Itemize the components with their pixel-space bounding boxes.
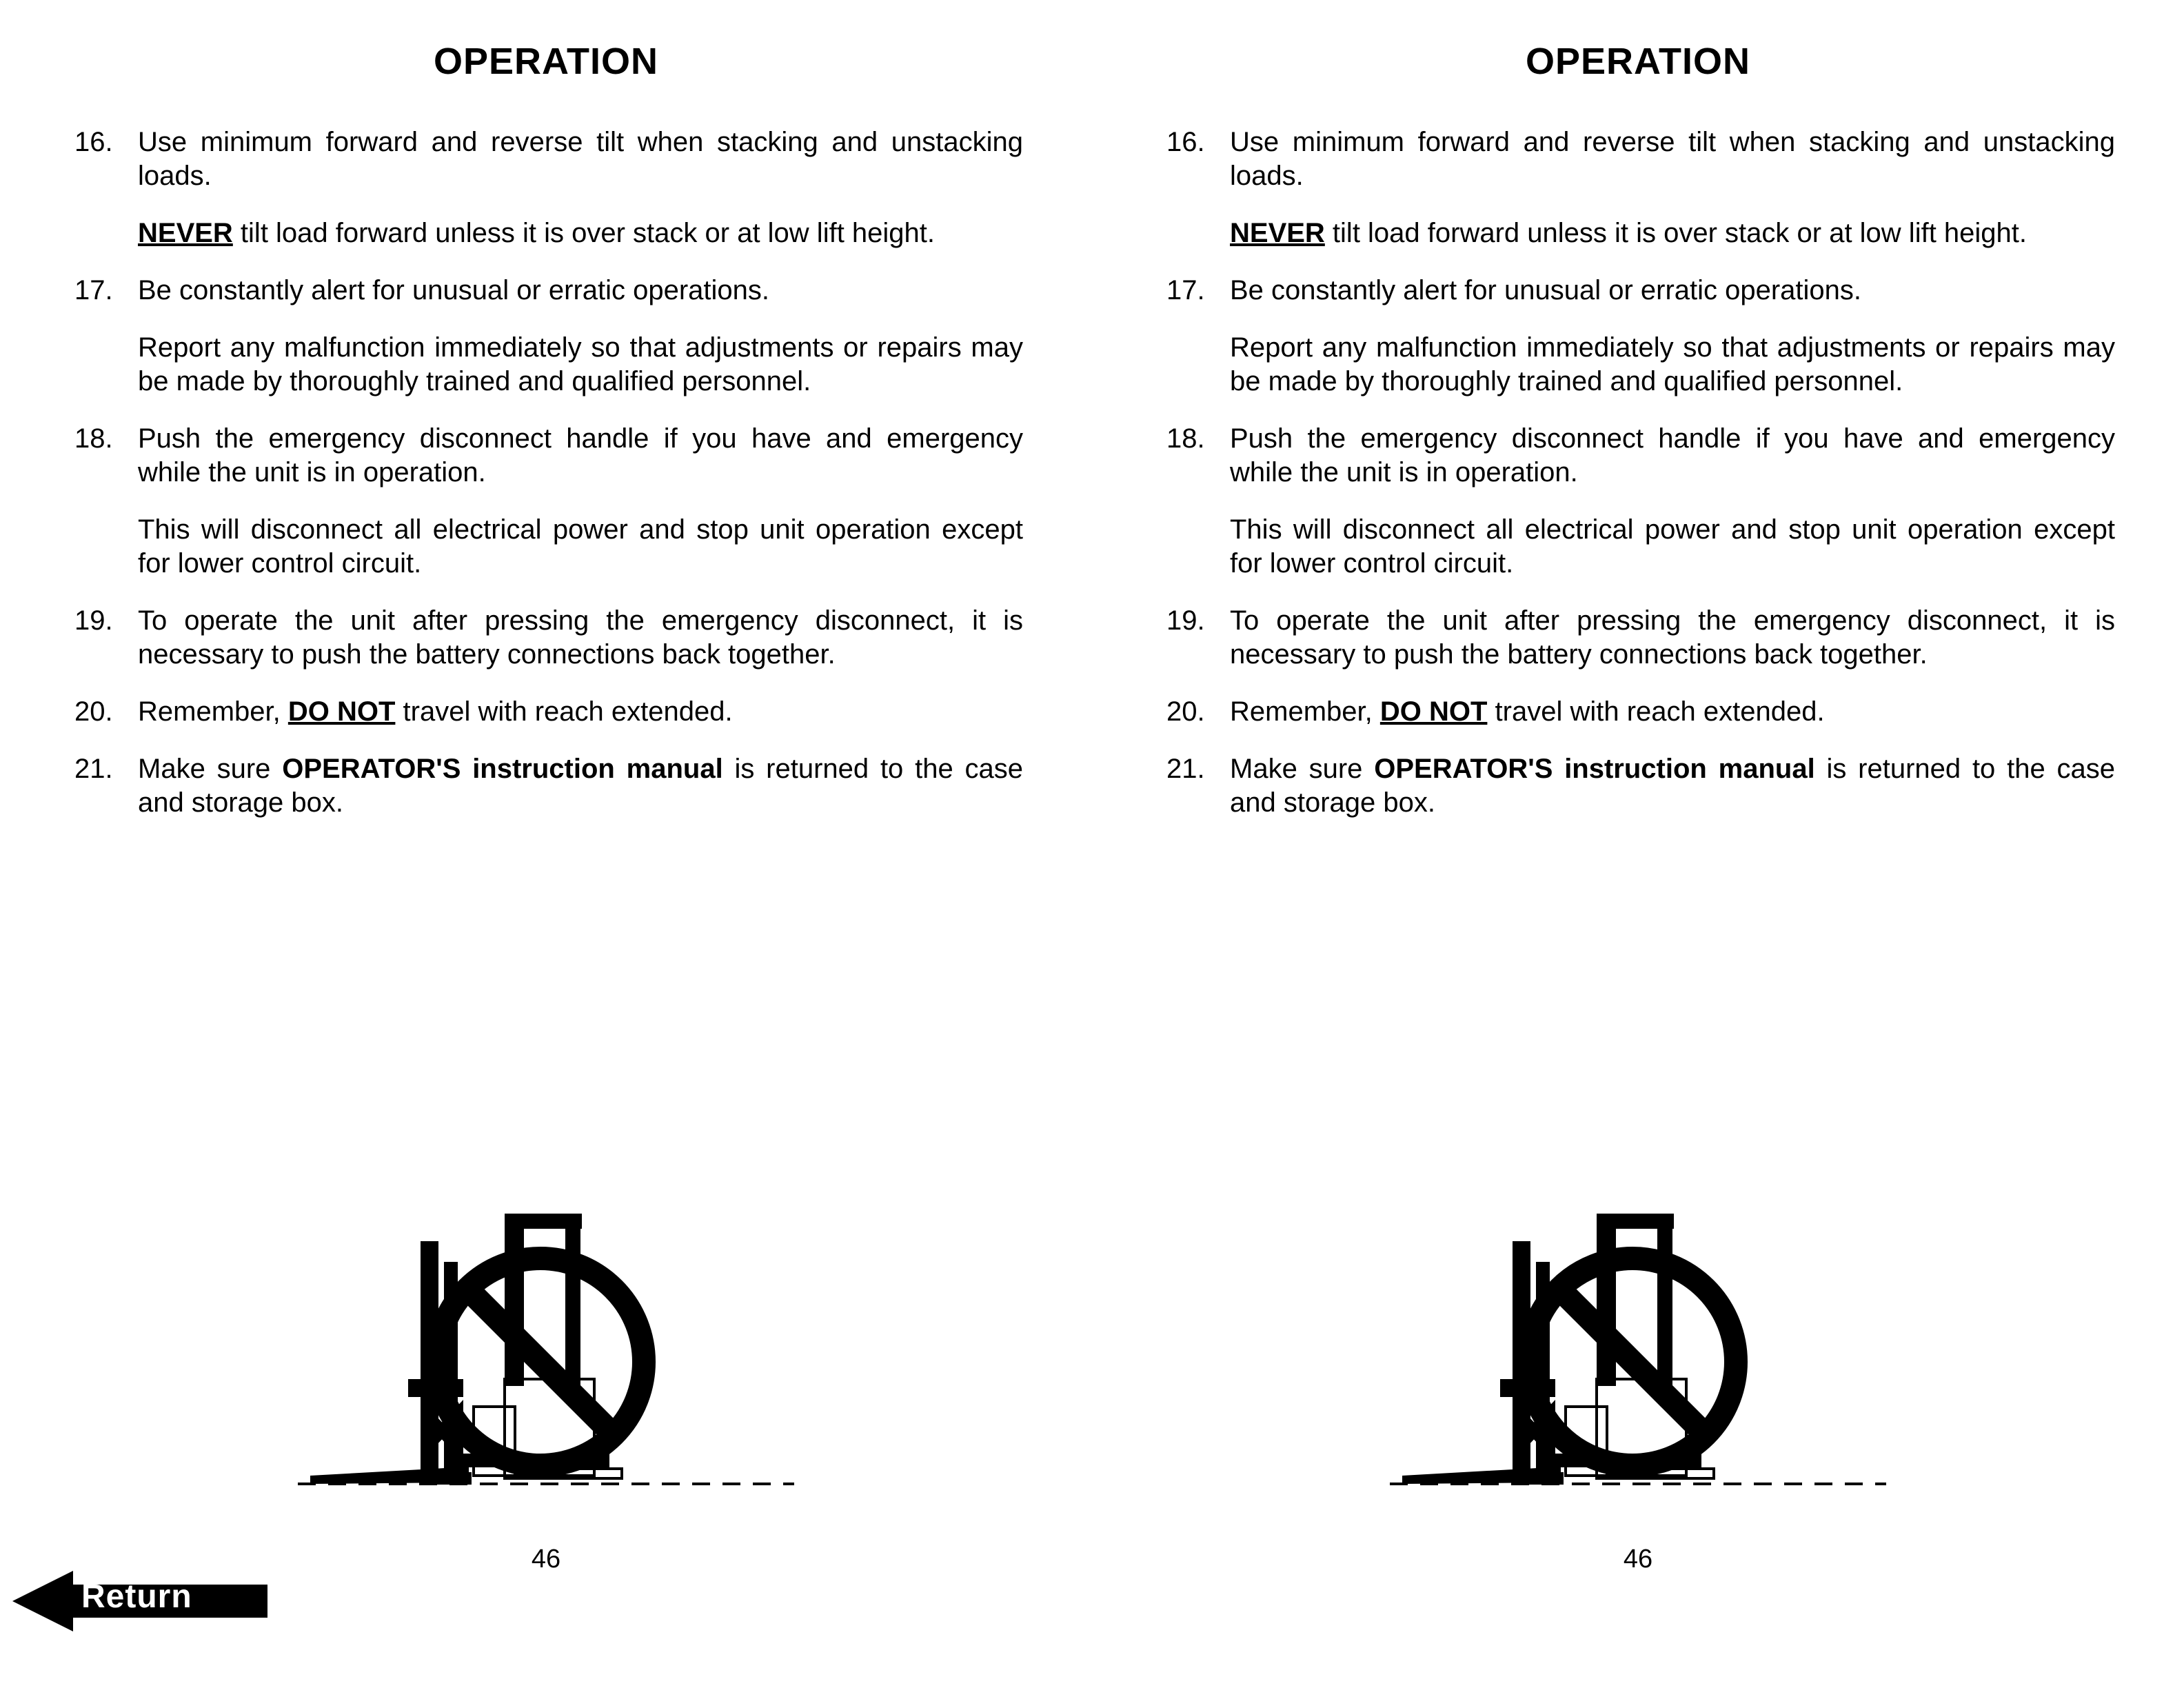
paragraph: Make sure OPERATOR'S instruction manual is returned to the case and storage box. bbox=[138, 754, 1023, 818]
list-item bbox=[1166, 604, 2115, 672]
page-number: 46 bbox=[531, 1545, 561, 1574]
list-item-number: 18. bbox=[74, 423, 113, 454]
list-item bbox=[1166, 695, 2115, 729]
list-item-number: 17. bbox=[74, 275, 113, 305]
list-item-number: 16. bbox=[1166, 127, 1205, 157]
paragraph: NEVER tilt load forward unless it is over stack or at low lift height. bbox=[1230, 218, 2028, 248]
emphasis-do-not: DO NOT bbox=[1379, 696, 1488, 727]
prohibition-figure bbox=[0, 1172, 1092, 1531]
paragraph: This will disconnect all electrical power and stop unit operation except for lower control circuit. bbox=[1230, 514, 2115, 579]
paragraph: To operate the unit after pressing the emergency disconnect, it is necessary to push the battery connections back together. bbox=[1230, 605, 2115, 670]
list-item-body bbox=[138, 125, 1023, 250]
list-item-number: 17. bbox=[1166, 275, 1205, 305]
list-item-number: 21. bbox=[74, 754, 113, 784]
paragraph: Make sure OPERATOR'S instruction manual is returned to the case and storage box. bbox=[1230, 754, 2115, 818]
list-item-body bbox=[1230, 752, 2115, 820]
paragraph: Remember, DO NOT travel with reach extended. bbox=[1230, 696, 1825, 727]
page-content bbox=[1092, 125, 2184, 820]
list-item-body bbox=[138, 752, 1023, 820]
paragraph: Remember, DO NOT travel with reach extended. bbox=[138, 696, 733, 727]
list-item bbox=[1166, 422, 2115, 581]
page-number: 46 bbox=[1623, 1545, 1653, 1574]
list-item bbox=[74, 274, 1023, 399]
emphasis-do-not: DO NOT bbox=[287, 696, 396, 727]
paragraph: NEVER tilt load forward unless it is over stack or at low lift height. bbox=[138, 218, 936, 248]
list-item-body bbox=[1230, 422, 2115, 581]
paragraph: Use minimum forward and reverse tilt when stacking and unstacking loads. bbox=[138, 127, 1023, 191]
list-item bbox=[74, 422, 1023, 581]
paragraph: Use minimum forward and reverse tilt when stacking and unstacking loads. bbox=[1230, 127, 2115, 191]
return-button[interactable] bbox=[12, 1567, 267, 1636]
page-title: OPERATION bbox=[433, 41, 658, 82]
list-item bbox=[74, 125, 1023, 250]
no-travel-with-reach-extended-icon bbox=[1390, 1172, 1886, 1517]
list-item-body bbox=[138, 695, 1023, 729]
list-item bbox=[74, 604, 1023, 672]
page-title: OPERATION bbox=[1525, 41, 1750, 82]
list-item-number: 16. bbox=[74, 127, 113, 157]
list-item bbox=[1166, 752, 2115, 820]
list-item-number: 18. bbox=[1166, 423, 1205, 454]
list-item-body bbox=[1230, 695, 2115, 729]
paragraph: To operate the unit after pressing the emergency disconnect, it is necessary to push the battery connections back together. bbox=[138, 605, 1023, 670]
emphasis-never: NEVER bbox=[1230, 218, 1325, 248]
emphasis-never: NEVER bbox=[138, 218, 233, 248]
list-item bbox=[1166, 125, 2115, 250]
left-arrow-icon bbox=[12, 1571, 267, 1631]
list-item-body bbox=[138, 422, 1023, 581]
list-item-number: 20. bbox=[1166, 696, 1205, 727]
prohibition-circle bbox=[1529, 1258, 1736, 1465]
paragraph: Report any malfunction immediately so that adjustments or repairs may be made by thoroughly trained and qualified personnel. bbox=[1230, 332, 2115, 396]
no-travel-with-reach-extended-icon bbox=[298, 1172, 794, 1517]
emphasis-operators-manual: OPERATOR'S instruction manual bbox=[1374, 754, 1815, 784]
list-item-body bbox=[1230, 125, 2115, 250]
list-item-number: 19. bbox=[74, 605, 113, 636]
list-item-number: 21. bbox=[1166, 754, 1205, 784]
list-item-body bbox=[138, 274, 1023, 399]
prohibition-circle bbox=[437, 1258, 644, 1465]
paragraph: Report any malfunction immediately so that adjustments or repairs may be made by thoroughly trained and qualified personnel. bbox=[138, 332, 1023, 396]
prohibition-figure bbox=[1092, 1172, 2184, 1531]
list-item-number: 20. bbox=[74, 696, 113, 727]
paragraph: Be constantly alert for unusual or erratic operations. bbox=[138, 275, 770, 305]
list-item bbox=[74, 752, 1023, 820]
list-item-number: 19. bbox=[1166, 605, 1205, 636]
paragraph: Be constantly alert for unusual or erratic operations. bbox=[1230, 275, 1862, 305]
paragraph: This will disconnect all electrical power and stop unit operation except for lower control circuit. bbox=[138, 514, 1023, 579]
list-item bbox=[1166, 274, 2115, 399]
paragraph: Push the emergency disconnect handle if you have and emergency while the unit is in operation. bbox=[1230, 423, 2115, 488]
page-right bbox=[1092, 0, 2184, 1688]
list-item-body bbox=[1230, 604, 2115, 672]
page-content bbox=[0, 125, 1092, 820]
list-item-body bbox=[138, 604, 1023, 672]
list-item-body bbox=[1230, 274, 2115, 399]
emphasis-operators-manual: OPERATOR'S instruction manual bbox=[282, 754, 723, 784]
list-item bbox=[74, 695, 1023, 729]
return-button-label: Return bbox=[81, 1578, 192, 1615]
paragraph: Push the emergency disconnect handle if you have and emergency while the unit is in operation. bbox=[138, 423, 1023, 488]
